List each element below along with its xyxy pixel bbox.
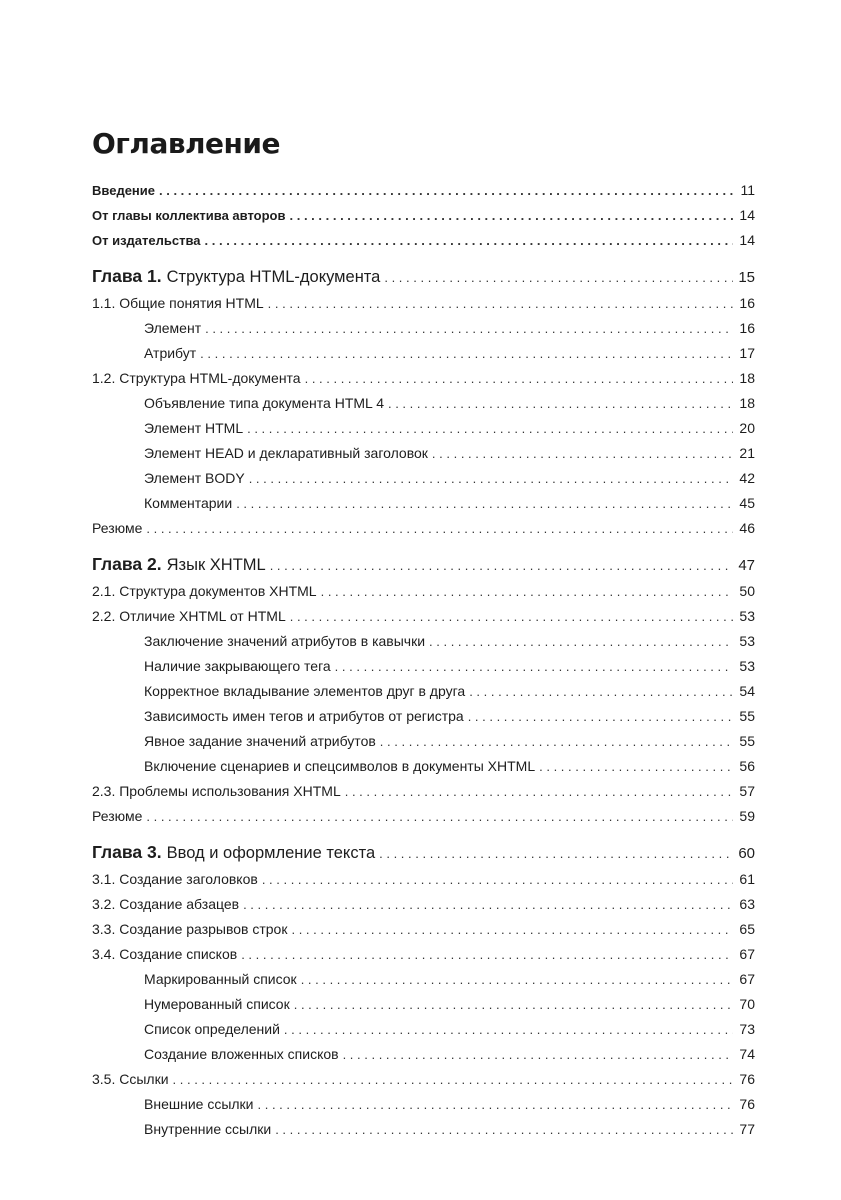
dot-leader xyxy=(200,341,733,366)
toc-entry-page: 18 xyxy=(739,370,755,386)
chapter-number: Глава 1. xyxy=(92,266,162,286)
chapter-number: Глава 2. xyxy=(92,554,162,574)
toc-entry-label: От главы коллектива авторов xyxy=(92,208,286,223)
toc-entry-label: Элемент HTML xyxy=(144,420,244,436)
toc-entry-page: 47 xyxy=(738,557,755,574)
toc-entry-label: 3.2. Создание абзацев xyxy=(92,896,240,912)
toc-entry-label: От издательства xyxy=(92,233,201,248)
dot-leader xyxy=(291,917,733,942)
toc-entry-label: Элемент xyxy=(144,320,202,336)
toc-entry-page: 16 xyxy=(739,295,755,311)
dot-leader xyxy=(159,178,733,203)
dot-leader xyxy=(241,942,733,967)
dot-leader xyxy=(345,779,733,804)
dot-leader xyxy=(290,203,734,228)
dot-leader xyxy=(384,265,733,290)
toc-section[interactable] xyxy=(92,1067,755,1092)
toc-subsection[interactable] xyxy=(92,416,755,441)
toc-entry-page: 76 xyxy=(739,1096,755,1112)
toc-entry-label: Маркированный список xyxy=(144,971,297,987)
chapter-title: Ввод и оформление текста xyxy=(166,844,376,862)
toc-subsection[interactable] xyxy=(92,1092,755,1117)
toc-section[interactable] xyxy=(92,516,755,541)
toc-subsection[interactable] xyxy=(92,391,755,416)
toc-page xyxy=(92,124,755,1142)
toc-section[interactable] xyxy=(92,892,755,917)
dot-leader xyxy=(262,867,733,892)
toc-subsection[interactable] xyxy=(92,316,755,341)
toc-entry-label: Атрибут xyxy=(144,345,197,361)
dot-leader xyxy=(343,1042,733,1067)
toc-entry-introduction[interactable] xyxy=(92,178,755,203)
dot-leader xyxy=(335,654,733,679)
toc-section[interactable] xyxy=(92,604,755,629)
toc-entry-page: 67 xyxy=(739,971,755,987)
toc-entry-label: Наличие закрывающего тега xyxy=(144,658,331,674)
toc-entry-label: 3.5. Ссылки xyxy=(92,1071,169,1087)
toc-subsection[interactable] xyxy=(92,967,755,992)
toc-subsection[interactable] xyxy=(92,441,755,466)
toc-section[interactable] xyxy=(92,942,755,967)
toc-entry-page: 16 xyxy=(739,320,755,336)
toc-entry-from-publisher[interactable] xyxy=(92,228,755,253)
toc-entry-page: 56 xyxy=(739,758,755,774)
toc-entry-page: 11 xyxy=(740,182,755,198)
dot-leader xyxy=(321,579,733,604)
dot-leader xyxy=(539,754,733,779)
toc-entry-page: 45 xyxy=(739,495,755,511)
dot-leader xyxy=(173,1067,733,1092)
toc-entry-label: Нумерованный список xyxy=(144,996,290,1012)
dot-leader xyxy=(205,316,733,341)
dot-leader xyxy=(388,391,733,416)
toc-entry-page: 14 xyxy=(739,207,755,223)
dot-leader xyxy=(469,679,733,704)
toc-entry-page: 20 xyxy=(739,420,755,436)
dot-leader xyxy=(275,1117,733,1142)
chapter-title: Структура HTML-документа xyxy=(166,268,381,286)
toc-entry-page: 73 xyxy=(739,1021,755,1037)
toc-subsection[interactable] xyxy=(92,679,755,704)
toc-subsection[interactable] xyxy=(92,992,755,1017)
toc-subsection[interactable] xyxy=(92,754,755,779)
toc-entry-page: 21 xyxy=(739,445,755,461)
toc-entry-page: 15 xyxy=(738,269,755,286)
toc-entry-label: 3.4. Создание списков xyxy=(92,946,238,962)
table-of-contents xyxy=(92,178,755,1142)
toc-subsection[interactable] xyxy=(92,1042,755,1067)
dot-leader xyxy=(268,291,733,316)
toc-entry-label: 1.2. Структура HTML-документа xyxy=(92,370,301,386)
dot-leader xyxy=(301,967,733,992)
toc-entry-page: 60 xyxy=(738,845,755,862)
toc-subsection[interactable] xyxy=(92,654,755,679)
dot-leader xyxy=(249,466,733,491)
toc-entry-label: Корректное вкладывание элементов друг в друга xyxy=(144,683,466,699)
toc-subsection[interactable] xyxy=(92,1117,755,1142)
toc-entry-label: Список определений xyxy=(144,1021,280,1037)
toc-subsection[interactable] xyxy=(92,466,755,491)
toc-entry-label: Резюме xyxy=(92,520,143,536)
dot-leader xyxy=(294,992,733,1017)
toc-section[interactable] xyxy=(92,579,755,604)
dot-leader xyxy=(258,1092,734,1117)
dot-leader xyxy=(284,1017,733,1042)
dot-leader xyxy=(305,366,733,391)
toc-entry-page: 18 xyxy=(739,395,755,411)
toc-entry-page: 59 xyxy=(739,808,755,824)
toc-entry-label: Внешние ссылки xyxy=(144,1096,254,1112)
toc-entry-label: Включение сценариев и спецсимволов в документы XHTML xyxy=(144,758,536,774)
toc-section[interactable] xyxy=(92,366,755,391)
toc-entry-page: 50 xyxy=(739,583,755,599)
toc-entry-from-authors[interactable] xyxy=(92,203,755,228)
toc-subsection[interactable] xyxy=(92,629,755,654)
dot-leader xyxy=(290,604,733,629)
dot-leader xyxy=(205,228,733,253)
toc-entry-label: Внутренние ссылки xyxy=(144,1121,272,1137)
toc-entry-page: 70 xyxy=(739,996,755,1012)
toc-entry-label: Создание вложенных списков xyxy=(144,1046,339,1062)
toc-entry-page: 61 xyxy=(739,871,755,887)
toc-section[interactable] xyxy=(92,291,755,316)
dot-leader xyxy=(432,441,733,466)
toc-section[interactable] xyxy=(92,804,755,829)
dot-leader xyxy=(146,804,733,829)
toc-entry-label: Заключение значений атрибутов в кавычки xyxy=(144,633,426,649)
toc-entry-label: 2.1. Структура документов XHTML xyxy=(92,583,317,599)
toc-entry-page: 77 xyxy=(739,1121,755,1137)
toc-entry-label: 2.2. Отличие XHTML от HTML xyxy=(92,608,286,624)
toc-entry-page: 53 xyxy=(739,658,755,674)
toc-subsection[interactable] xyxy=(92,729,755,754)
toc-entry-page: 74 xyxy=(739,1046,755,1062)
toc-entry-label: 3.3. Создание разрывов строк xyxy=(92,921,288,937)
toc-entry-page: 76 xyxy=(739,1071,755,1087)
toc-section[interactable] xyxy=(92,779,755,804)
toc-subsection[interactable] xyxy=(92,341,755,366)
toc-subsection[interactable] xyxy=(92,491,755,516)
toc-chapter-3[interactable] xyxy=(92,840,755,867)
toc-entry-page: 63 xyxy=(739,896,755,912)
toc-entry-label: Элемент BODY xyxy=(144,470,245,486)
toc-entry-label: Комментарии xyxy=(144,495,233,511)
toc-entry-label: 2.3. Проблемы использования XHTML xyxy=(92,783,341,799)
toc-entry-label: Зависимость имен тегов и атрибутов от регистра xyxy=(144,708,464,724)
toc-section[interactable] xyxy=(92,867,755,892)
dot-leader xyxy=(468,704,733,729)
page-title: Оглавление xyxy=(92,127,281,160)
toc-entry-page: 42 xyxy=(739,470,755,486)
toc-entry-page: 54 xyxy=(739,683,755,699)
toc-section[interactable] xyxy=(92,917,755,942)
dot-leader xyxy=(243,892,733,917)
toc-entry-label: Введение xyxy=(92,183,155,198)
toc-chapter-2[interactable] xyxy=(92,552,755,579)
chapter-title: Язык XHTML xyxy=(166,556,266,574)
toc-chapter-1[interactable] xyxy=(92,264,755,291)
dot-leader xyxy=(247,416,733,441)
dot-leader xyxy=(380,729,733,754)
toc-entry-page: 53 xyxy=(739,633,755,649)
toc-subsection[interactable] xyxy=(92,704,755,729)
toc-entry-label: 3.1. Создание заголовков xyxy=(92,871,258,887)
toc-entry-page: 57 xyxy=(739,783,755,799)
toc-entry-page: 46 xyxy=(739,520,755,536)
toc-subsection[interactable] xyxy=(92,1017,755,1042)
toc-entry-page: 67 xyxy=(739,946,755,962)
toc-entry-page: 14 xyxy=(739,232,755,248)
toc-entry-page: 65 xyxy=(739,921,755,937)
dot-leader xyxy=(429,629,733,654)
dot-leader xyxy=(379,841,733,866)
toc-entry-label: Объявление типа документа HTML 4 xyxy=(144,395,384,411)
toc-entry-label: 1.1. Общие понятия HTML xyxy=(92,295,264,311)
toc-entry-label: Резюме xyxy=(92,808,143,824)
toc-entry-page: 53 xyxy=(739,608,755,624)
toc-entry-page: 17 xyxy=(739,345,755,361)
dot-leader xyxy=(270,553,733,578)
chapter-number: Глава 3. xyxy=(92,842,162,862)
toc-entry-label: Явное задание значений атрибутов xyxy=(144,733,376,749)
toc-entry-page: 55 xyxy=(739,733,755,749)
toc-entry-page: 55 xyxy=(739,708,755,724)
dot-leader xyxy=(236,491,733,516)
toc-entry-label: Элемент HEAD и декларативный заголовок xyxy=(144,445,428,461)
dot-leader xyxy=(146,516,733,541)
